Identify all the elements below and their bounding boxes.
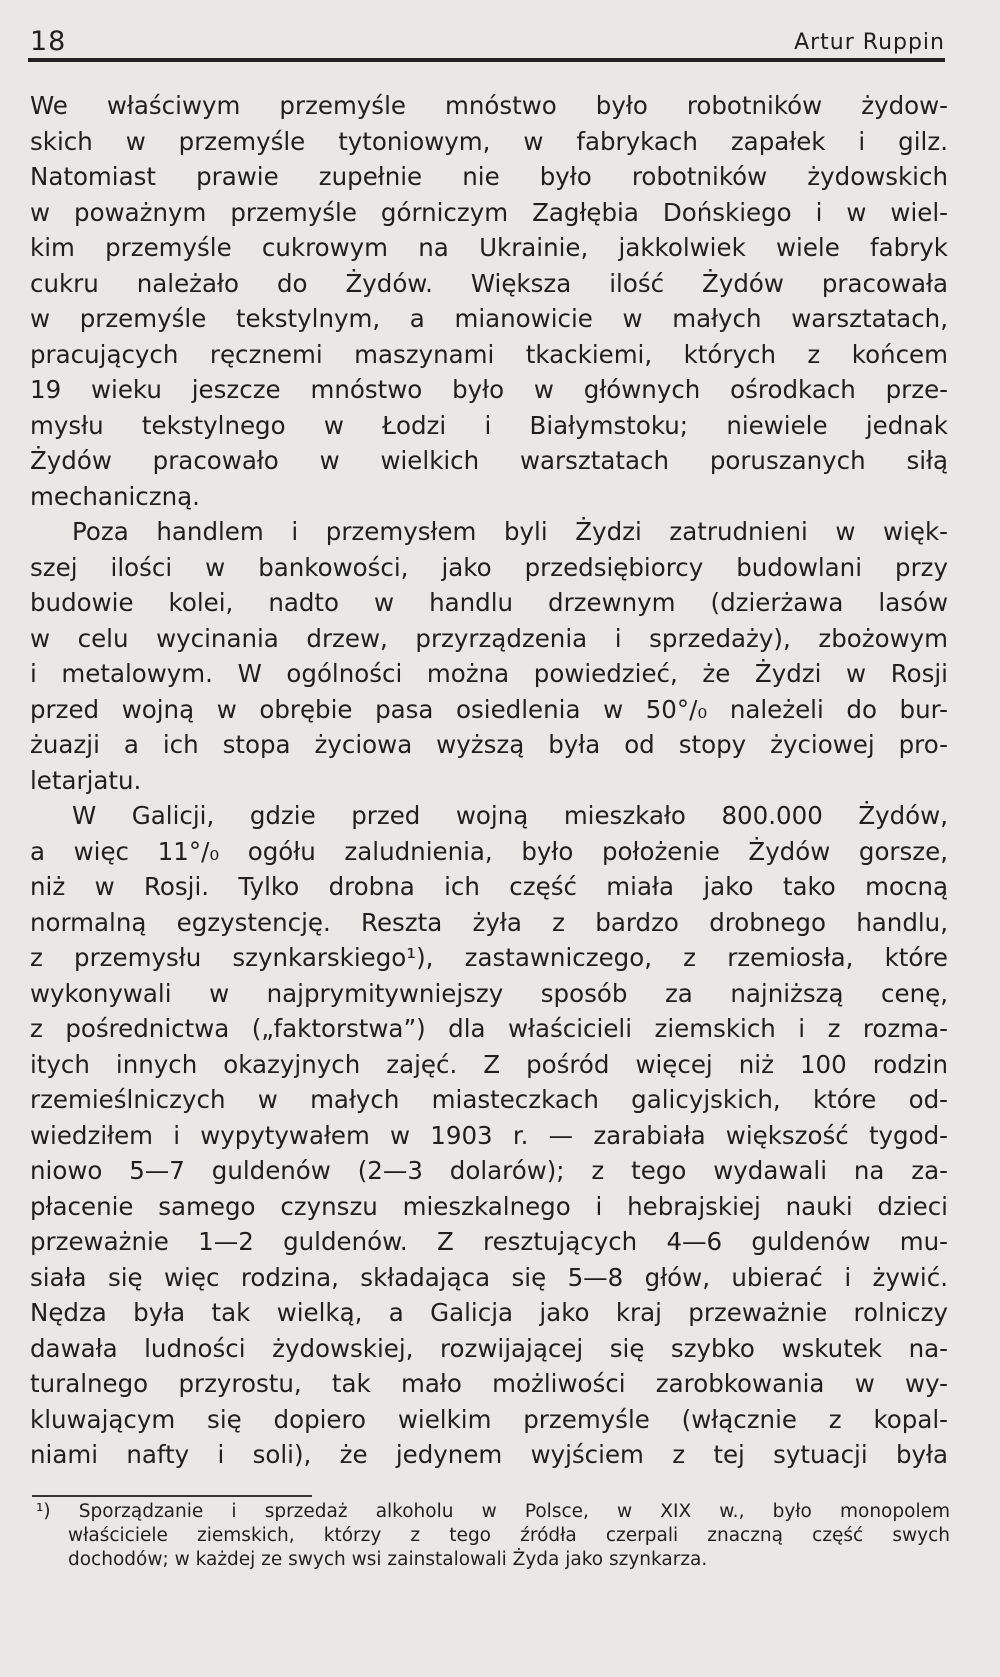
text-line: skich w przemyśle tytoniowym, w fabrykach zapałek i gilz.	[30, 126, 948, 156]
text-line: mysłu tekstylnego w Łodzi i Białymstoku; niewiele jednak	[30, 410, 948, 440]
text-line: przed wojną w obrębie pasa osiedlenia w 50°/₀ należeli do bur-	[30, 694, 948, 724]
text-line: z pośrednictwa („faktorstwa”) dla właścicieli ziemskich i z rozma-	[30, 1014, 948, 1043]
body-text	[30, 88, 948, 1473]
page-header	[30, 26, 945, 56]
text-line: w poważnym przemyśle górniczym Zagłębia Dońskiego i w wiel-	[30, 197, 948, 227]
footnote-line: dochodów; w każdej ze swych wsi zainstalowali Żyda jako szynkarza.	[68, 1549, 708, 1570]
text-line: wykonywali w najprymitywniejszy sposób za najniższą cenę,	[30, 978, 948, 1008]
text-line: w celu wycinania drzew, przyrządzenia i sprzedaży), zbożowym	[30, 623, 948, 653]
text-line: kim przemyśle cukrowym na Ukrainie, jakkolwiek wiele fabryk	[30, 233, 948, 262]
text-line: siała się więc rodzina, składająca się 5—8 głów, ubierać i żywić.	[30, 1262, 948, 1292]
text-line: kluwającym się dopiero wielkim przemyśle (włącznie z kopal-	[30, 1404, 948, 1434]
text-line: budowie kolei, nadto w handlu drzewnym (dzierżawa lasów	[30, 588, 948, 617]
page-number: 18	[30, 26, 67, 57]
text-line: itych innych okazyjnych zajęć. Z pośród więcej niż 100 rodzin	[30, 1049, 948, 1079]
text-line: pracujących ręcznemi maszynami tkackiemi, których z końcem	[30, 339, 948, 369]
text-line: płacenie samego czynszu mieszkalnego i hebrajskiej nauki dzieci	[30, 1191, 948, 1221]
text-line: żuazji a ich stopa życiowa wyższą była od stopy życiowej pro-	[30, 730, 948, 759]
text-line: dawała ludności żydowskiej, rozwijającej się szybko wskutek na-	[30, 1333, 948, 1363]
text-line: rzemieślniczych w małych miasteczkach galicyjskich, które od-	[30, 1085, 948, 1114]
text-line: z przemysłu szynkarskiego¹), zastawniczego, z rzemiosła, które	[30, 943, 948, 972]
text-line: Żydów pracowało w wielkich warsztatach poruszanych siłą	[30, 446, 948, 475]
text-line: szej ilości w bankowości, jako przedsiębiorcy budowlani przy	[30, 552, 948, 582]
text-line: przeważnie 1—2 guldenów. Z resztujących 4—6 guldenów mu-	[30, 1227, 948, 1256]
header-rule	[28, 58, 945, 62]
text-line: niż w Rosji. Tylko drobna ich część miała jako tako mocną	[30, 872, 948, 901]
footnote-rule	[32, 1495, 312, 1497]
footnotes	[36, 1500, 950, 1572]
text-line: a więc 11°/₀ ogółu zaludnienia, było położenie Żydów gorsze,	[30, 836, 948, 866]
text-line: w przemyśle tekstylnym, a mianowicie w małych warsztatach,	[30, 304, 948, 333]
text-line: W Galicji, gdzie przed wojną mieszkało 800.000 Żydów,	[72, 801, 948, 830]
text-line: niowo 5—7 guldenów (2—3 dolarów); z tego wydawali na za-	[30, 1156, 948, 1185]
footnote-line: właściciele ziemskich, którzy z tego źródła czerpali znaczną część swych	[68, 1525, 950, 1546]
text-line: wiedziłem i wypytywałem w 1903 r. — zarabiała większość tygod-	[30, 1120, 948, 1150]
text-line: niami nafty i soli), że jedynem wyjściem z tej sytuacji była	[30, 1440, 948, 1469]
text-line: We właściwym przemyśle mnóstwo było robotników żydow-	[30, 91, 948, 120]
text-line: mechaniczną.	[30, 481, 200, 511]
text-line: i metalowym. W ogólności można powiedzieć, że Żydzi w Rosji	[30, 659, 948, 688]
footnote-line: ¹) Sporządzanie i sprzedaż alkoholu w Polsce, w XIX w., było monopolem	[36, 1501, 950, 1522]
text-line: Natomiast prawie zupełnie nie było robotników żydowskich	[30, 162, 948, 191]
text-line: turalnego przyrostu, tak mało możliwości zarobkowania w wy-	[30, 1369, 948, 1398]
running-title: Artur Ruppin	[794, 30, 945, 55]
text-line: 19 wieku jeszcze mnóstwo było w głównych ośrodkach prze-	[30, 375, 948, 404]
text-line: cukru należało do Żydów. Większa ilość Żydów pracowała	[30, 268, 948, 298]
text-line: Poza handlem i przemysłem byli Żydzi zatrudnieni w więk-	[72, 517, 948, 546]
text-line: normalną egzystencję. Reszta żyła z bardzo drobnego handlu,	[30, 907, 948, 937]
text-line: Nędza była tak wielką, a Galicja jako kraj przeważnie rolniczy	[30, 1298, 948, 1327]
text-line: letarjatu.	[30, 765, 142, 795]
